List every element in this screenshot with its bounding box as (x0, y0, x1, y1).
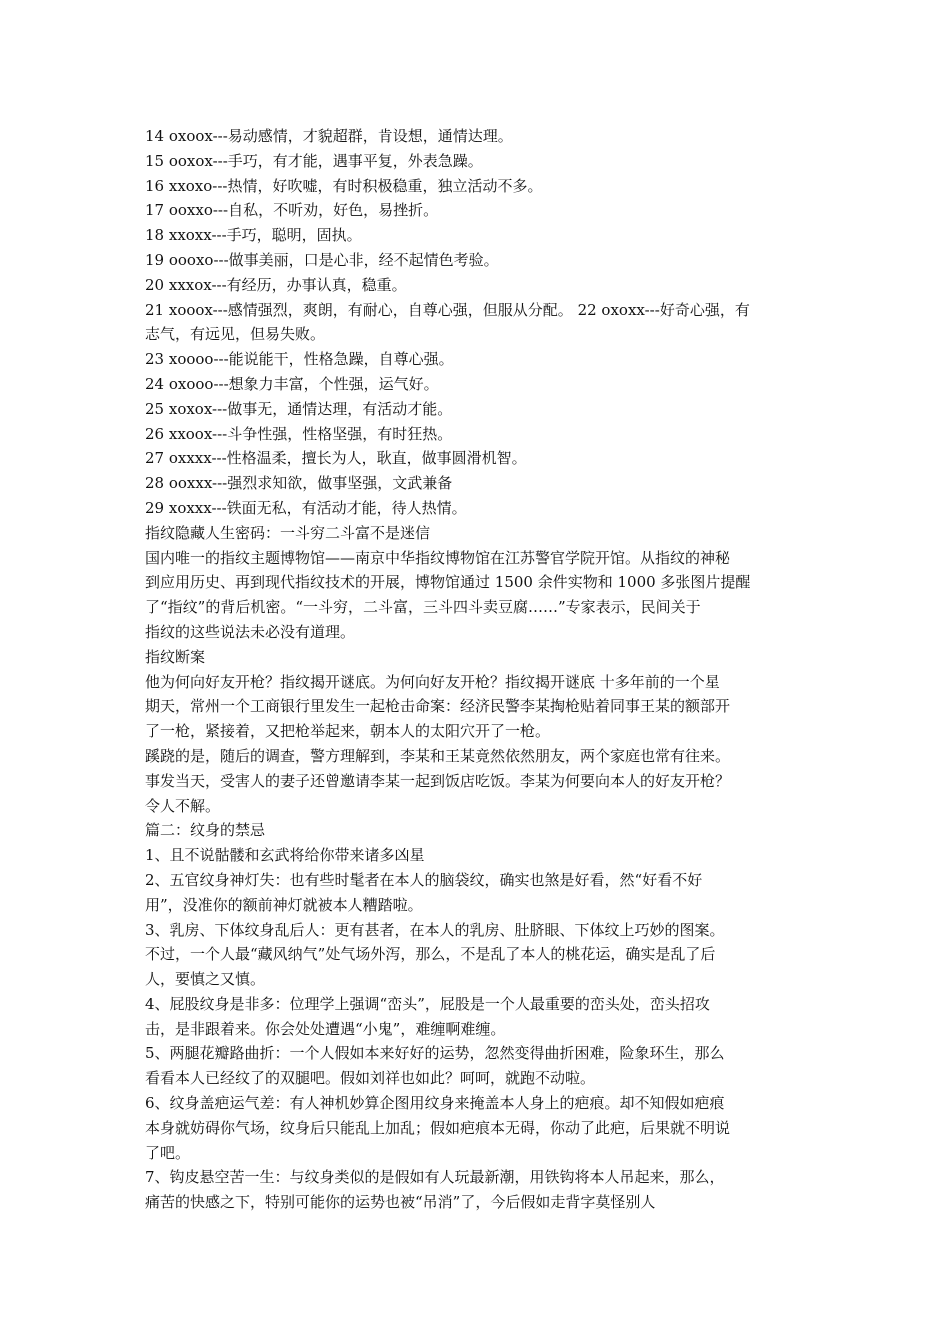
text-line: 21 xooox---感情强烈，爽朗，有耐心，自尊心强，但服从分配。 22 oxoxx---好奇心强，有 (145, 300, 750, 319)
section-heading: 篇二：纹身的禁忌 (145, 821, 266, 840)
text-line: 20 xxxox---有经历，办事认真，稳重。 (145, 275, 407, 294)
text-line: 期天，常州一个工商银行里发生一起枪击命案：经济民警李某掏枪贴着同事王某的额部开 (145, 697, 731, 716)
text-line: 令人不解。 (145, 796, 221, 815)
text-line: 指纹的这些说法未必没有道理。 (145, 622, 356, 641)
text-line: 蹊跷的是，随后的调查，警方理解到，李某和王某竟然依然朋友，两个家庭也常有往来。 (145, 746, 731, 765)
text-line: 18 xxoxx---手巧，聪明，固执。 (145, 226, 362, 245)
text-line: 5、两腿花瓣路曲折：一个人假如本来好好的运势，忽然变得曲折困难，险象环生，那么 (145, 1044, 725, 1063)
text-line: 志气，有远见，但易失败。 (145, 325, 326, 344)
text-line: 7、钩皮悬空苦一生：与纹身类似的是假如有人玩最新潮，用铁钩将本人吊起来，那么， (145, 1168, 725, 1187)
text-line: 28 ooxxx---强烈求知欲，做事坚强，文武兼备 (145, 474, 453, 493)
text-line: 1、且不说骷髅和玄武将给你带来诸多凶星 (145, 846, 425, 865)
text-line: 24 oxooo---想象力丰富，个性强，运气好。 (145, 374, 439, 393)
text-line: 事发当天，受害人的妻子还曾邀请李某一起到饭店吃饭。李某为何要向本人的好友开枪？ (145, 771, 731, 790)
text-line: 用”，没准你的额前神灯就被本人糟踏啦。 (145, 895, 423, 914)
text-line: 23 xoooo---能说能干，性格急躁，自尊心强。 (145, 350, 454, 369)
text-line: 25 xoxox---做事无，通情达理，有活动才能。 (145, 399, 453, 418)
text-line: 痛苦的快感之下，特别可能你的运势也被“吊消”了，今后假如走背字莫怪别人 (145, 1193, 656, 1212)
section-heading: 指纹隐藏人生密码：一斗穷二斗富不是迷信 (145, 523, 431, 542)
text-line: 16 xxoxo---热情，好吹嘘，有时积极稳重，独立活动不多。 (145, 176, 543, 195)
text-line: 了“指纹”的背后机密。“一斗穷，二斗富，三斗四斗卖豆腐……”专家表示，民间关于 (145, 598, 701, 617)
section-heading: 指纹断案 (145, 647, 206, 666)
text-line: 27 oxxxx---性格温柔，擅长为人，耿直，做事圆滑机智。 (145, 449, 527, 468)
text-line: 6、纹身盖疤运气差：有人神机妙算企图用纹身来掩盖本人身上的疤痕。却不知假如疤痕 (145, 1094, 725, 1113)
text-line: 到应用历史、再到现代指纹技术的开展，博物馆通过 1500 余件实物和 1000 多张图片提醒 (145, 573, 751, 592)
text-line: 看看本人已经纹了的双腿吧。假如刘祥也如此？呵呵，就跑不动啦。 (145, 1069, 596, 1088)
text-line: 4、屁股纹身是非多：位理学上强调“峦头”，屁股是一个人最重要的峦头处，峦头招攻 (145, 994, 710, 1013)
text-line: 了一枪，紧接着，又把枪举起来，朝本人的太阳穴开了一枪。 (145, 722, 551, 741)
text-line: 2、五官纹身神灯失：也有些时髦者在本人的脑袋纹，确实也煞是好看，然“好看不好 (145, 870, 703, 889)
text-line: 29 xoxxx---铁面无私，有活动才能，待人热情。 (145, 498, 467, 517)
text-line: 3、乳房、下体纹身乱后人：更有甚者，在本人的乳房、肚脐眼、下体纹上巧妙的图案。 (145, 920, 725, 939)
text-line: 人，要慎之又慎。 (145, 970, 266, 989)
text-line: 19 oooxo---做事美丽，口是心非，经不起情色考验。 (145, 250, 499, 269)
text-line: 击，是非跟着来。你会处处遭遇“小鬼”，难缠啊难缠。 (145, 1019, 506, 1038)
text-line: 26 xxoox---斗争性强，性格坚强，有时狂热。 (145, 424, 453, 443)
text-line: 了吧。 (145, 1143, 191, 1162)
text-line: 国内唯一的指纹主题博物馆——南京中华指纹博物馆在江苏警官学院开馆。从指纹的神秘 (145, 548, 731, 567)
text-line: 14 oxoox---易动感情，才貌超群，肯设想，通情达理。 (145, 127, 513, 145)
text-line: 本身就妨碍你气场，纹身后只能乱上加乱；假如疤痕本无碍，你动了此疤，后果就不明说 (145, 1118, 731, 1137)
text-line: 15 ooxox---手巧，有才能，遇事平复，外表急躁。 (145, 151, 483, 170)
document-body (145, 124, 810, 1215)
text-line: 17 ooxxo---自私，不听劝，好色，易挫折。 (145, 201, 439, 220)
text-line: 他为何向好友开枪？指纹揭开谜底。为何向好友开枪？指纹揭开谜底 十多年前的一个星 (145, 672, 720, 691)
text-line: 不过，一个人最“藏风纳气”处气场外泻，那么，不是乱了本人的桃花运，确实是乱了后 (145, 945, 716, 964)
